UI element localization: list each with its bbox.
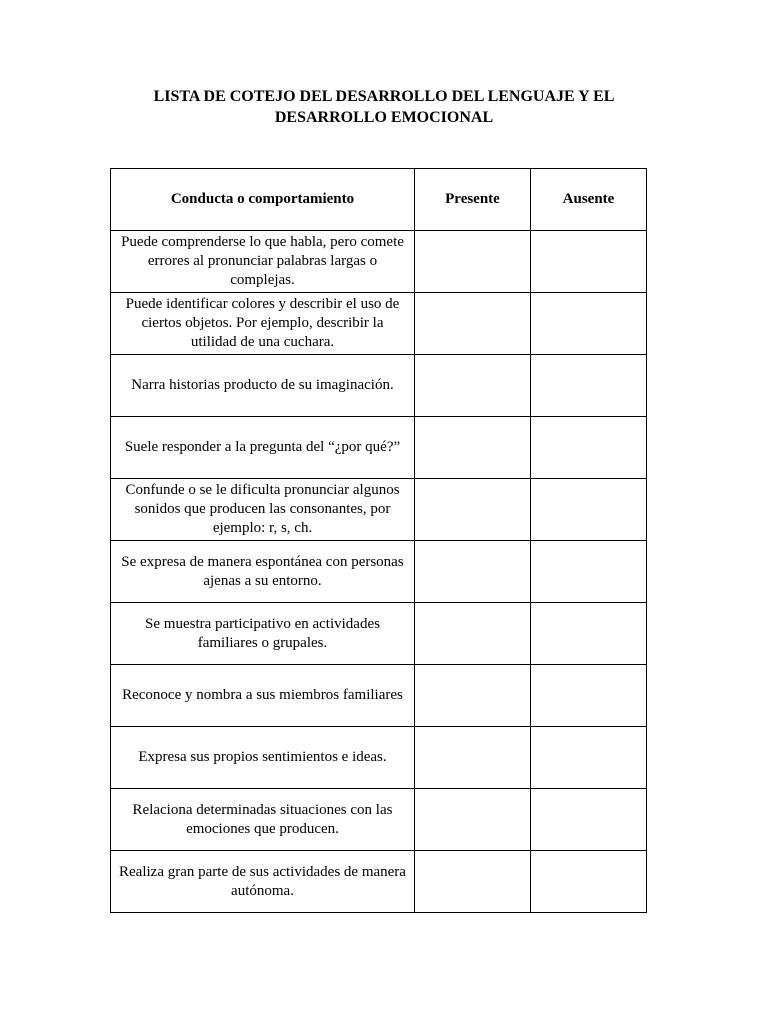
absent-checkbox-cell[interactable] [531, 789, 647, 851]
header-behavior: Conducta o comportamiento [111, 169, 415, 231]
header-present: Presente [415, 169, 531, 231]
behavior-cell: Se expresa de manera espontánea con personas ajenas a su entorno. [111, 541, 415, 603]
absent-checkbox-cell[interactable] [531, 417, 647, 479]
table-row [111, 417, 647, 479]
absent-checkbox-cell[interactable] [531, 727, 647, 789]
behavior-cell: Confunde o se le dificulta pronunciar algunos sonidos que producen las consonantes, por ejemplo: r, s, ch. [111, 479, 415, 541]
table-row [111, 479, 647, 541]
present-checkbox-cell[interactable] [415, 293, 531, 355]
table-row [111, 727, 647, 789]
absent-checkbox-cell[interactable] [531, 231, 647, 293]
present-checkbox-cell[interactable] [415, 665, 531, 727]
behavior-cell: Realiza gran parte de sus actividades de manera autónoma. [111, 851, 415, 913]
behavior-cell: Expresa sus propios sentimientos e ideas. [111, 727, 415, 789]
absent-checkbox-cell[interactable] [531, 851, 647, 913]
table-row [111, 231, 647, 293]
page-title-line-2: DESARROLLO EMOCIONAL [274, 109, 494, 126]
present-checkbox-cell[interactable] [415, 231, 531, 293]
behavior-cell: Narra historias producto de su imaginación. [111, 355, 415, 417]
page-title [84, 86, 684, 128]
behavior-cell: Puede identificar colores y describir el uso de ciertos objetos. Por ejemplo, describir la utilidad de una cuchara. [111, 293, 415, 355]
table-header-row [111, 169, 647, 231]
present-checkbox-cell[interactable] [415, 355, 531, 417]
behavior-cell: Se muestra participativo en actividades familiares o grupales. [111, 603, 415, 665]
absent-checkbox-cell[interactable] [531, 479, 647, 541]
checklist-table [110, 168, 647, 913]
table-row [111, 355, 647, 417]
present-checkbox-cell[interactable] [415, 603, 531, 665]
present-checkbox-cell[interactable] [415, 479, 531, 541]
behavior-cell: Puede comprenderse lo que habla, pero comete errores al pronunciar palabras largas o complejas. [111, 231, 415, 293]
absent-checkbox-cell[interactable] [531, 603, 647, 665]
table-row [111, 541, 647, 603]
absent-checkbox-cell[interactable] [531, 293, 647, 355]
table-row [111, 293, 647, 355]
absent-checkbox-cell[interactable] [531, 665, 647, 727]
page-title-line-1: LISTA DE COTEJO DEL DESARROLLO DEL LENGUAJE Y EL [153, 88, 615, 105]
table-row [111, 851, 647, 913]
absent-checkbox-cell[interactable] [531, 355, 647, 417]
present-checkbox-cell[interactable] [415, 417, 531, 479]
behavior-cell: Reconoce y nombra a sus miembros familiares [111, 665, 415, 727]
present-checkbox-cell[interactable] [415, 727, 531, 789]
header-absent: Ausente [531, 169, 647, 231]
table-row [111, 789, 647, 851]
table-row [111, 603, 647, 665]
absent-checkbox-cell[interactable] [531, 541, 647, 603]
present-checkbox-cell[interactable] [415, 541, 531, 603]
behavior-cell: Relaciona determinadas situaciones con las emociones que producen. [111, 789, 415, 851]
behavior-cell: Suele responder a la pregunta del “¿por qué?” [111, 417, 415, 479]
present-checkbox-cell[interactable] [415, 851, 531, 913]
table-row [111, 665, 647, 727]
present-checkbox-cell[interactable] [415, 789, 531, 851]
